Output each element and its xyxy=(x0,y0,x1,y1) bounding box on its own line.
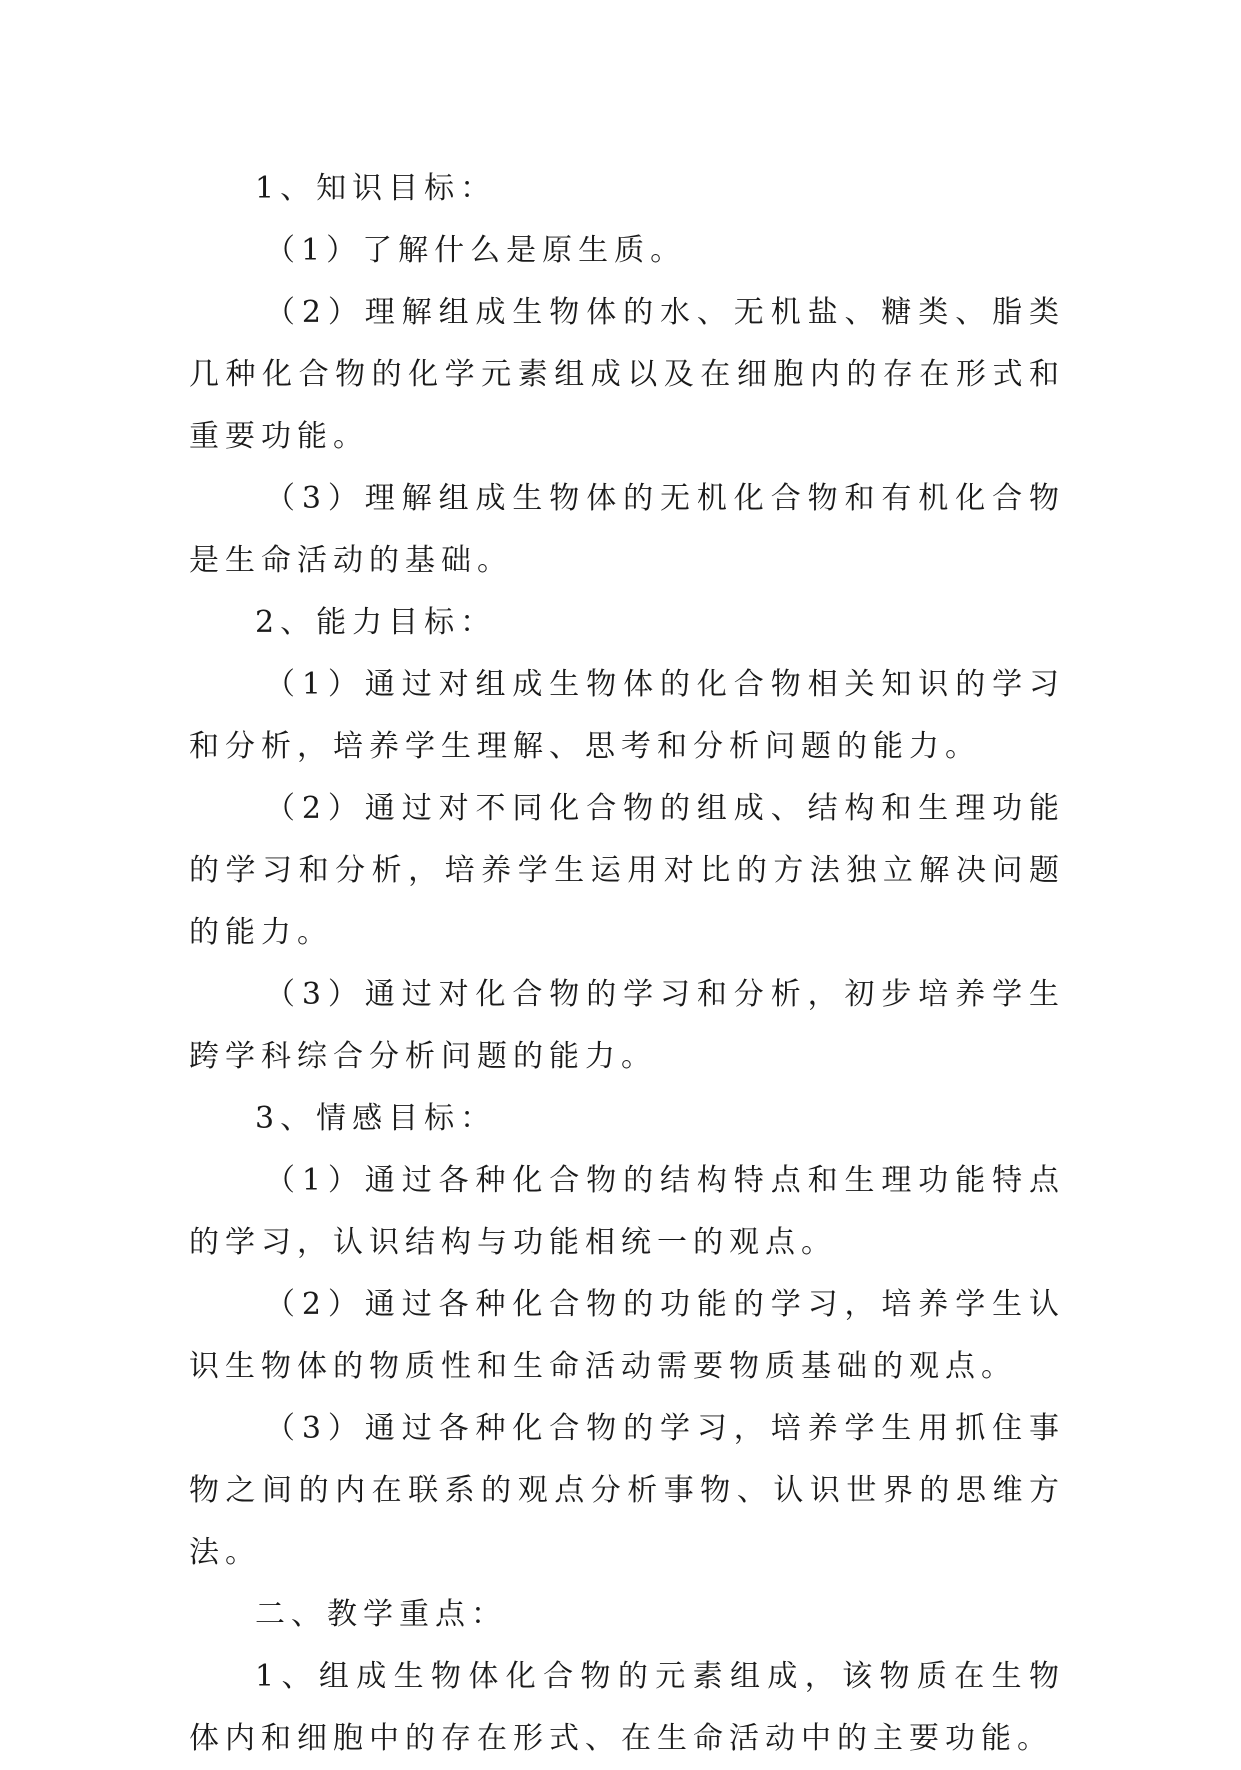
document-body xyxy=(189,158,1065,1770)
heading-emotion-goals: 3、情感目标： xyxy=(255,1101,497,1136)
emotion-goal-2: （2）通过各种化合物的功能的学习，培养学生认识生物体的物质性和生命活动需要物质基础的观点。 xyxy=(189,1287,1065,1384)
heading-teaching-focus: 二、教学重点： xyxy=(255,1597,507,1632)
ability-goal-3: （3）通过对化合物的学习和分析，初步培养学生跨学科综合分析问题的能力。 xyxy=(189,977,1065,1074)
knowledge-goal-2: （2）理解组成生物体的水、无机盐、糖类、脂类几种化合物的化学元素组成以及在细胞内的存在形式和重要功能。 xyxy=(189,295,1065,454)
ability-goal-1: （1）通过对组成生物体的化合物相关知识的学习和分析，培养学生理解、思考和分析问题的能力。 xyxy=(189,667,1065,764)
heading-ability-goals: 2、能力目标： xyxy=(255,605,497,640)
ability-goal-2: （2）通过对不同化合物的组成、结构和生理功能的学习和分析，培养学生运用对比的方法独立解决问题的能力。 xyxy=(189,791,1065,950)
knowledge-goal-3: （3）理解组成生物体的无机化合物和有机化合物是生命活动的基础。 xyxy=(189,481,1065,578)
teaching-focus-1: 1、组成生物体化合物的元素组成，该物质在生物体内和细胞中的存在形式、在生命活动中的主要功能。 xyxy=(189,1659,1065,1756)
emotion-goal-1: （1）通过各种化合物的结构特点和生理功能特点的学习，认识结构与功能相统一的观点。 xyxy=(189,1163,1065,1260)
emotion-goal-3: （3）通过各种化合物的学习，培养学生用抓住事物之间的内在联系的观点分析事物、认识世界的思维方法。 xyxy=(189,1411,1065,1570)
knowledge-goal-1: （1）了解什么是原生质。 xyxy=(265,233,687,268)
heading-knowledge-goals: 1、知识目标： xyxy=(255,171,497,206)
